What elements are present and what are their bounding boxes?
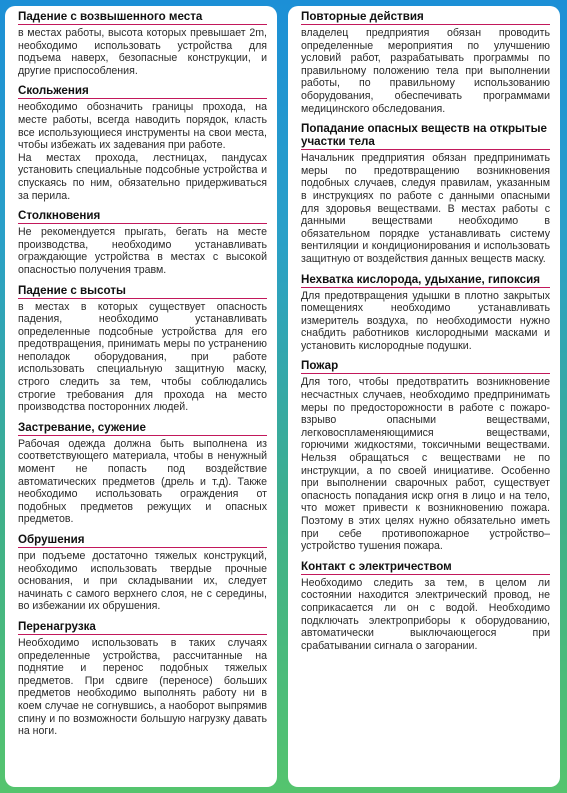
section-text: Рабочая одежда должна быть выполнена из соответствующего материала, чтобы в ненужный момент не попасть под воздействие автоматических предметов (дрель и т.д). Также необходимо использовать ограждения от подобных предметов режущих и опасных предметов. bbox=[18, 437, 267, 526]
section-heading: Застревание, сужение bbox=[18, 421, 267, 436]
section-text: Необходимо следить за тем, в целом ли состоянии находится электрический провод, не соприкасается ли он с водой. Необходимо подключать электроприборы к оборудованию, автоматически выключающегося при срабатывании сигнала о загорании. bbox=[301, 576, 550, 652]
section-electricity-contact bbox=[301, 560, 550, 653]
section-heading: Пожар bbox=[301, 359, 550, 374]
section-text: при подъеме достаточно тяжелых конструкций, необходимо использовать твердые прочные основания, и при складывании их, следует начинать с самого верхнего слоя, не с середины, во избежании их обрушения. bbox=[18, 550, 267, 613]
section-text: Начальник предприятия обязан предпринимать меры по предотвращению возникновения подобных случаев, следуя правилам, указанным в инструкциях по работе с данными опасными для здоровья веществами. В местах работы с данными веществами необходимо в обязательном порядке устанавливать систему вентиляции и кондиционирования и использовать защитную от воздействия данных веществ маску. bbox=[301, 152, 550, 265]
section-entanglement bbox=[18, 421, 267, 526]
left-column bbox=[5, 6, 277, 787]
section-heading: Столкновения bbox=[18, 209, 267, 224]
section-text: Для того, чтобы предотвратить возникновение несчастных случаев, необходимо предпринимать меры по предосторожности в работе с пожаро-взрыво опасными веществами, легковоспламеняющимися веществами, горючими жидкостями, токсичными веществами. Нельзя обращаться с веществами не по инструкции, а по своей инициативе. Особенно при выполнении сварочных работ, существует опасность попадания искр огня в лицо и на тело, что может привести к возникновению пожара. Поэтому в этих целях нужно обязательно иметь при себе противопожарное устройство–устройство тушения пожара. bbox=[301, 376, 550, 553]
section-collisions bbox=[18, 209, 267, 276]
section-slipping bbox=[18, 84, 267, 202]
section-text: владелец предприятия обязан проводить определенные мероприятия по улучшению условий работ, разрабатывать программы по правильному положению тела при выполнении работы, по правильному использованию оборудования, обеспечивать программами медицинского обследования. bbox=[301, 27, 550, 115]
section-fall-from-height bbox=[18, 284, 267, 414]
section-heading: Падение с возвышенного места bbox=[18, 10, 267, 25]
section-text: в местах работы, высота которых превышает 2m, необходимо использовать устройства для подъема наверх, безопасные конструкции, и другие приспособления. bbox=[18, 27, 267, 77]
section-oxygen-deficiency bbox=[301, 273, 550, 353]
section-heading: Падение с высоты bbox=[18, 284, 267, 299]
section-fire bbox=[301, 359, 550, 552]
section-collapses bbox=[18, 533, 267, 613]
section-text: Необходимо использовать в таких случаях определенные устройства, рассчитанные на поднятие и перенос подобных тяжелых предметов. При сдвиге (переносе) больших предметов необходимо выполнять работу ни в коем случае не согнувшись, а наоборот выпрямив спину и по возможности большую нагрузку давать на ноги. bbox=[18, 636, 267, 738]
section-heading: Перенагрузка bbox=[18, 620, 267, 635]
section-heading: Контакт с электричеством bbox=[301, 560, 550, 575]
section-heading: Скольжения bbox=[18, 84, 267, 99]
section-heading: Попадание опасных веществ на открытые участки тела bbox=[301, 122, 550, 150]
section-heading: Обрушения bbox=[18, 533, 267, 548]
section-text: Не рекомендуется прыгать, бегать на месте производства, необходимо устанавливать ограждающие устройства в местах с высокой опасностью получения травм. bbox=[18, 226, 267, 276]
section-hazardous-substances bbox=[301, 122, 550, 265]
section-text: Для предотвращения удышки в плотно закрытых помещениях необходимо устанавливать измеритель воздуха, по необходимости нужно снабдить работников кислородными масками и установить кислородные подушки. bbox=[301, 289, 550, 352]
section-fall-from-elevation bbox=[18, 10, 267, 77]
section-text: необходимо обозначить границы прохода, на месте работы, всегда наводить порядок, класть все использующиеся инструменты на свои места, чтобы избежать их задевания при работе. На местах прохода, лестницах, пандусах установить специальные подсобные устройства и спускаясь по ним, обязательно придерживаться за перила. bbox=[18, 101, 267, 202]
section-heading: Повторные действия bbox=[301, 10, 550, 25]
right-column bbox=[288, 6, 560, 787]
section-overload bbox=[18, 620, 267, 738]
section-heading: Нехватка кислорода, удыхание, гипоксия bbox=[301, 273, 550, 288]
section-repetitive-actions bbox=[301, 10, 550, 115]
section-text: в местах в которых существует опасность падения, необходимо устанавливать определенные подсобные устройства для его предотвращения, принимать меры по устранению неполадок оборудования, при работе использовать специальную защитную маску, строго следить за тем, чтобы соблюдались строгие требования для прохода на место производства посторонних людей. bbox=[18, 300, 267, 414]
